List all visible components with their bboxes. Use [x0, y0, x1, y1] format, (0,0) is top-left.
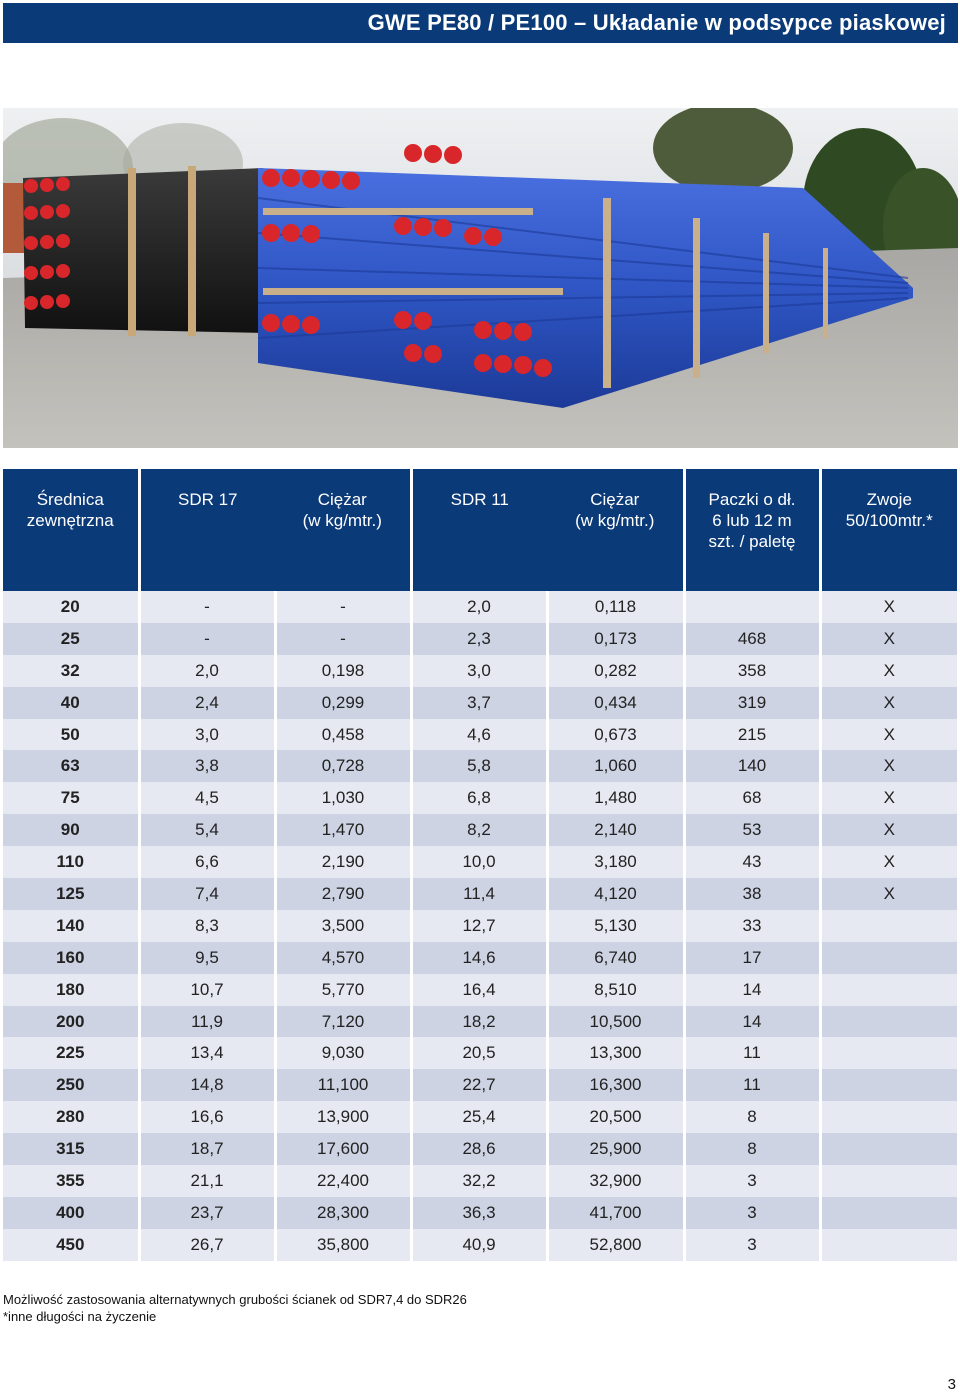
cell-coils: [820, 942, 957, 974]
col-header-coils: Zwoje 50/100mtr.*: [820, 469, 957, 591]
cell-coils: [820, 910, 957, 942]
cell-coils: [820, 1101, 957, 1133]
cell-sdr11: 36,3: [411, 1197, 547, 1229]
table-row: [3, 1006, 957, 1038]
cell-weight-sdr17: 3,500: [275, 910, 411, 942]
cell-diameter: 40: [3, 687, 139, 719]
cell-diameter: 75: [3, 782, 139, 814]
cell-packages: 11: [684, 1069, 820, 1101]
cell-weight-sdr17: 9,030: [275, 1037, 411, 1069]
cell-weight-sdr11: 6,740: [547, 942, 684, 974]
cell-sdr17: -: [139, 591, 275, 623]
cell-diameter: 160: [3, 942, 139, 974]
page-header: [3, 3, 958, 43]
cell-diameter: 110: [3, 846, 139, 878]
col-header-packages: Paczki o dł. 6 lub 12 m szt. / paletę: [684, 469, 820, 591]
cell-packages: 3: [684, 1165, 820, 1197]
cell-coils: X: [820, 655, 957, 687]
cell-sdr11: 32,2: [411, 1165, 547, 1197]
cell-diameter: 90: [3, 814, 139, 846]
cell-packages: 11: [684, 1037, 820, 1069]
table-header-row: [3, 469, 957, 591]
cell-weight-sdr11: 5,130: [547, 910, 684, 942]
cell-packages: 140: [684, 750, 820, 782]
cell-sdr17: 7,4: [139, 878, 275, 910]
cell-sdr17: 9,5: [139, 942, 275, 974]
cell-sdr17: 5,4: [139, 814, 275, 846]
cell-weight-sdr17: 0,198: [275, 655, 411, 687]
cell-packages: 43: [684, 846, 820, 878]
cell-weight-sdr11: 0,434: [547, 687, 684, 719]
table-row: [3, 942, 957, 974]
pipe-stacks-illustration: [3, 108, 958, 448]
cell-diameter: 200: [3, 1006, 139, 1038]
cell-diameter: 225: [3, 1037, 139, 1069]
col-header-weight-sdr11: Ciężar (w kg/mtr.): [547, 469, 684, 591]
cell-coils: [820, 1197, 957, 1229]
cell-packages: 215: [684, 719, 820, 751]
cell-sdr17: 10,7: [139, 974, 275, 1006]
table-row: [3, 750, 957, 782]
cell-coils: [820, 1037, 957, 1069]
cell-packages: [684, 591, 820, 623]
cell-sdr17: 2,0: [139, 655, 275, 687]
cell-weight-sdr11: 13,300: [547, 1037, 684, 1069]
cell-packages: 17: [684, 942, 820, 974]
footnotes: [3, 1291, 467, 1325]
cell-sdr11: 5,8: [411, 750, 547, 782]
cell-sdr11: 12,7: [411, 910, 547, 942]
cell-weight-sdr17: 0,728: [275, 750, 411, 782]
cell-weight-sdr17: 1,470: [275, 814, 411, 846]
cell-packages: 3: [684, 1197, 820, 1229]
cell-weight-sdr11: 3,180: [547, 846, 684, 878]
cell-sdr11: 2,0: [411, 591, 547, 623]
cell-coils: X: [820, 814, 957, 846]
cell-coils: X: [820, 846, 957, 878]
cell-sdr17: 6,6: [139, 846, 275, 878]
cell-sdr17: 26,7: [139, 1229, 275, 1261]
cell-coils: X: [820, 878, 957, 910]
cell-diameter: 355: [3, 1165, 139, 1197]
cell-packages: 14: [684, 974, 820, 1006]
cell-weight-sdr17: 13,900: [275, 1101, 411, 1133]
cell-sdr17: -: [139, 623, 275, 655]
cell-sdr11: 18,2: [411, 1006, 547, 1038]
cell-sdr11: 11,4: [411, 878, 547, 910]
cell-coils: X: [820, 719, 957, 751]
cell-coils: [820, 974, 957, 1006]
cell-sdr17: 21,1: [139, 1165, 275, 1197]
footnote-alternative-walls: Możliwość zastosowania alternatywnych grubości ścianek od SDR7,4 do SDR26: [3, 1292, 467, 1307]
cell-weight-sdr17: 7,120: [275, 1006, 411, 1038]
cell-weight-sdr11: 1,480: [547, 782, 684, 814]
table-row: [3, 974, 957, 1006]
cell-sdr11: 16,4: [411, 974, 547, 1006]
cell-sdr11: 22,7: [411, 1069, 547, 1101]
cell-packages: 468: [684, 623, 820, 655]
cell-diameter: 140: [3, 910, 139, 942]
cell-diameter: 250: [3, 1069, 139, 1101]
table-row: [3, 623, 957, 655]
table-row: [3, 655, 957, 687]
cell-diameter: 25: [3, 623, 139, 655]
cell-weight-sdr17: 28,300: [275, 1197, 411, 1229]
cell-packages: 68: [684, 782, 820, 814]
cell-weight-sdr11: 16,300: [547, 1069, 684, 1101]
table-row: [3, 687, 957, 719]
pipe-spec-table: [3, 469, 957, 1261]
cell-weight-sdr17: 17,600: [275, 1133, 411, 1165]
cell-sdr11: 14,6: [411, 942, 547, 974]
table-row: [3, 1229, 957, 1261]
cell-diameter: 32: [3, 655, 139, 687]
cell-weight-sdr11: 52,800: [547, 1229, 684, 1261]
cell-coils: X: [820, 623, 957, 655]
cell-sdr11: 40,9: [411, 1229, 547, 1261]
cell-diameter: 280: [3, 1101, 139, 1133]
cell-sdr17: 3,0: [139, 719, 275, 751]
table-row: [3, 910, 957, 942]
cell-weight-sdr11: 0,673: [547, 719, 684, 751]
cell-weight-sdr11: 10,500: [547, 1006, 684, 1038]
cell-coils: [820, 1133, 957, 1165]
cell-weight-sdr11: 32,900: [547, 1165, 684, 1197]
cell-weight-sdr11: 4,120: [547, 878, 684, 910]
cell-sdr17: 18,7: [139, 1133, 275, 1165]
cell-packages: 14: [684, 1006, 820, 1038]
page-title: GWE PE80 / PE100 – Układanie w podsypce piaskowej: [367, 10, 946, 35]
black-pipe-stack: [23, 166, 268, 336]
cell-coils: [820, 1006, 957, 1038]
cell-weight-sdr17: -: [275, 591, 411, 623]
cell-diameter: 180: [3, 974, 139, 1006]
cell-diameter: 20: [3, 591, 139, 623]
cell-packages: 3: [684, 1229, 820, 1261]
cell-weight-sdr11: 0,173: [547, 623, 684, 655]
cell-weight-sdr11: 20,500: [547, 1101, 684, 1133]
cell-sdr11: 3,7: [411, 687, 547, 719]
col-header-sdr17: SDR 17: [139, 469, 275, 591]
cell-sdr17: 13,4: [139, 1037, 275, 1069]
cell-sdr17: 16,6: [139, 1101, 275, 1133]
cell-packages: 38: [684, 878, 820, 910]
cell-sdr17: 4,5: [139, 782, 275, 814]
page-number: 3: [947, 1376, 956, 1393]
cell-sdr11: 6,8: [411, 782, 547, 814]
cell-weight-sdr11: 1,060: [547, 750, 684, 782]
cell-sdr11: 10,0: [411, 846, 547, 878]
cell-weight-sdr17: 5,770: [275, 974, 411, 1006]
cell-sdr17: 2,4: [139, 687, 275, 719]
cell-packages: 8: [684, 1101, 820, 1133]
col-header-diameter: Średnica zewnętrzna: [3, 469, 139, 591]
cell-coils: X: [820, 782, 957, 814]
cell-diameter: 450: [3, 1229, 139, 1261]
cell-sdr17: 14,8: [139, 1069, 275, 1101]
cell-sdr17: 3,8: [139, 750, 275, 782]
cell-weight-sdr17: 11,100: [275, 1069, 411, 1101]
cell-coils: [820, 1069, 957, 1101]
table-row: [3, 846, 957, 878]
cell-weight-sdr17: 4,570: [275, 942, 411, 974]
table-row: [3, 1037, 957, 1069]
cell-diameter: 125: [3, 878, 139, 910]
cell-diameter: 315: [3, 1133, 139, 1165]
cell-packages: 8: [684, 1133, 820, 1165]
pipe-stacks-photo: [3, 108, 958, 448]
cell-sdr17: 8,3: [139, 910, 275, 942]
cell-sdr11: 20,5: [411, 1037, 547, 1069]
cell-weight-sdr17: 35,800: [275, 1229, 411, 1261]
cell-diameter: 50: [3, 719, 139, 751]
cell-weight-sdr17: 1,030: [275, 782, 411, 814]
cell-coils: [820, 1229, 957, 1261]
cell-weight-sdr11: 0,118: [547, 591, 684, 623]
cell-coils: X: [820, 687, 957, 719]
cell-coils: X: [820, 591, 957, 623]
cell-sdr11: 4,6: [411, 719, 547, 751]
cell-packages: 358: [684, 655, 820, 687]
table-row: [3, 1133, 957, 1165]
cell-sdr11: 8,2: [411, 814, 547, 846]
cell-weight-sdr11: 8,510: [547, 974, 684, 1006]
table-row: [3, 878, 957, 910]
cell-sdr11: 3,0: [411, 655, 547, 687]
table-row: [3, 1165, 957, 1197]
col-header-sdr11: SDR 11: [411, 469, 547, 591]
cell-diameter: 63: [3, 750, 139, 782]
cell-weight-sdr17: 2,190: [275, 846, 411, 878]
table-row: [3, 814, 957, 846]
cell-packages: 53: [684, 814, 820, 846]
col-header-weight-sdr17: Ciężar (w kg/mtr.): [275, 469, 411, 591]
cell-packages: 319: [684, 687, 820, 719]
cell-sdr17: 23,7: [139, 1197, 275, 1229]
cell-packages: 33: [684, 910, 820, 942]
cell-weight-sdr11: 25,900: [547, 1133, 684, 1165]
footnote-other-lengths: *inne długości na życzenie: [3, 1309, 157, 1324]
cell-diameter: 400: [3, 1197, 139, 1229]
cell-weight-sdr11: 41,700: [547, 1197, 684, 1229]
cell-weight-sdr17: -: [275, 623, 411, 655]
cell-sdr11: 2,3: [411, 623, 547, 655]
table-row: [3, 1101, 957, 1133]
cell-weight-sdr17: 2,790: [275, 878, 411, 910]
cell-sdr11: 25,4: [411, 1101, 547, 1133]
table-body: [3, 591, 957, 1261]
cell-sdr17: 11,9: [139, 1006, 275, 1038]
cell-coils: [820, 1165, 957, 1197]
cell-weight-sdr11: 0,282: [547, 655, 684, 687]
table-row: [3, 591, 957, 623]
cell-weight-sdr17: 0,458: [275, 719, 411, 751]
table-row: [3, 1069, 957, 1101]
table-row: [3, 719, 957, 751]
table-row: [3, 1197, 957, 1229]
cell-weight-sdr17: 0,299: [275, 687, 411, 719]
cell-weight-sdr11: 2,140: [547, 814, 684, 846]
cell-coils: X: [820, 750, 957, 782]
table-row: [3, 782, 957, 814]
cell-sdr11: 28,6: [411, 1133, 547, 1165]
cell-weight-sdr17: 22,400: [275, 1165, 411, 1197]
